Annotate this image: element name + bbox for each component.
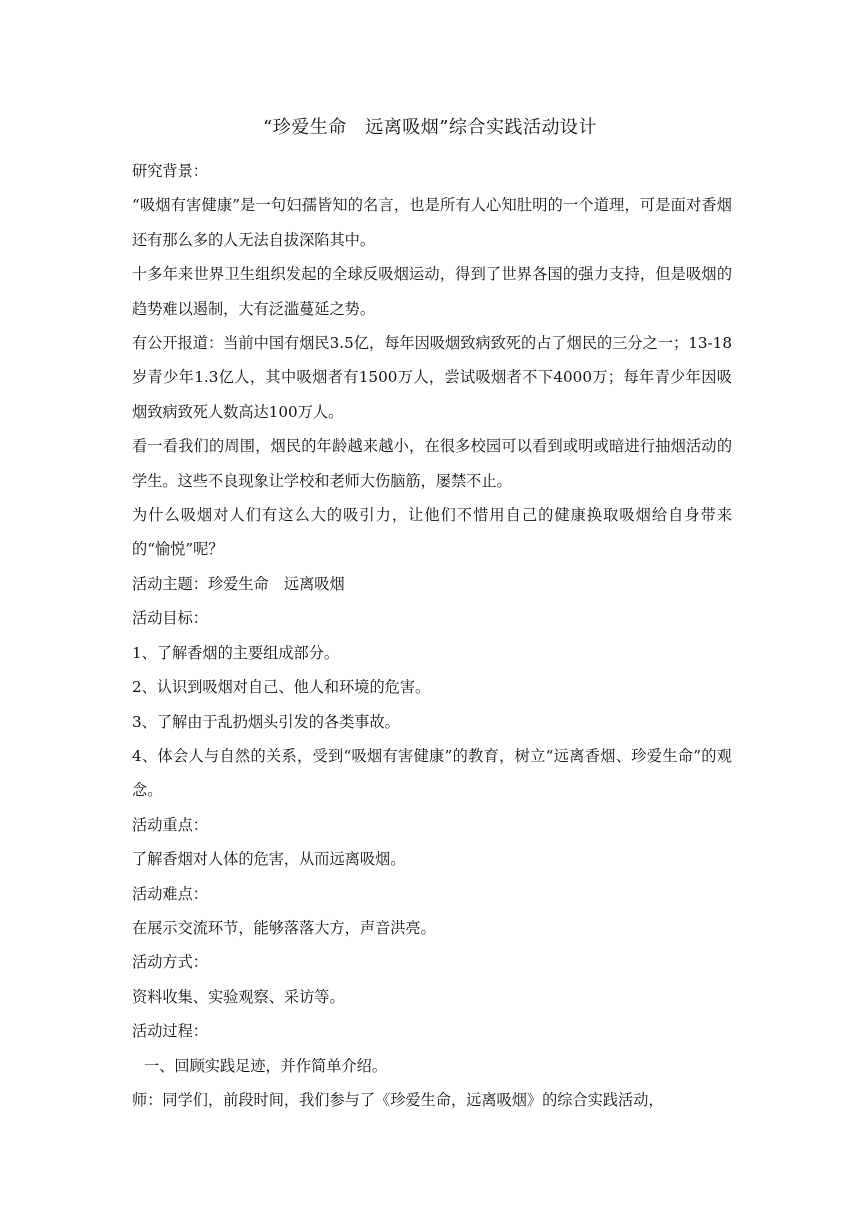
paragraph-activity-goals-heading: 活动目标： — [132, 609, 208, 628]
paragraph-difficulty-heading: 活动难点： — [132, 884, 208, 903]
paragraph-focus-heading: 活动重点： — [132, 815, 208, 834]
paragraph-process-heading: 活动过程： — [132, 1022, 208, 1041]
paragraph-background-3: 有公开报道：当前中国有烟民3.5亿，每年因吸烟致病致死的占了烟民的三分之一；13-18岁青少年1.3亿人，其中吸烟者有1500万人，尝试吸烟者不下4000万；每年青少年因吸烟致病致死人数高达100万人。 — [132, 334, 732, 421]
paragraph-focus: 了解香烟对人体的危害，从而远离吸烟。 — [132, 850, 406, 869]
paragraph-method-heading: 活动方式： — [132, 953, 208, 972]
paragraph-goal-3: 3、了解由于乱扔烟头引发的各类事故。 — [132, 712, 400, 731]
paragraph-background-1: “吸烟有害健康”是一句妇孺皆知的名言，也是所有人心知肚明的一个道理，可是面对香烟还有那么多的人无法自拔深陷其中。 — [132, 196, 732, 249]
paragraph-background-2: 十多年来世界卫生组织发起的全球反吸烟运动，得到了世界各国的强力支持，但是吸烟的趋势难以遏制，大有泛滥蔓延之势。 — [132, 265, 732, 318]
document-title: “珍爱生命 远离吸烟”综合实践活动设计 — [263, 117, 597, 138]
paragraph-goal-1: 1、了解香烟的主要组成部分。 — [132, 643, 340, 662]
paragraph-background-5: 为什么吸烟对人们有这么大的吸引力，让他们不惜用自己的健康换取吸烟给自身带来的“愉悦”呢？ — [132, 506, 732, 559]
paragraph-teacher-intro: 师：同学们，前段时间，我们参与了《珍爱生命，远离吸烟》的综合实践活动， — [132, 1090, 664, 1109]
paragraph-method: 资料收集、实验观察、采访等。 — [132, 987, 345, 1006]
paragraph-difficulty: 在展示交流环节，能够落落大方，声音洪亮。 — [132, 918, 436, 937]
paragraph-goal-4: 4、体会人与自然的关系，受到“吸烟有害健康”的教育，树立“远离香烟、珍爱生命”的观念。 — [132, 746, 732, 800]
paragraph-activity-theme: 活动主题：珍爱生命 远离吸烟 — [132, 574, 345, 593]
paragraph-research-background-heading: 研究背景： — [132, 162, 208, 180]
paragraph-background-4: 看一看我们的周围，烟民的年龄越来越小，在很多校园可以看到或明或暗进行抽烟活动的学生。这些不良现象让学校和老师大伤脑筋，屡禁不止。 — [132, 437, 732, 490]
document-body — [132, 154, 732, 1117]
paragraph-goal-2: 2、认识到吸烟对自己、他人和环境的危害。 — [132, 678, 431, 697]
paragraph-process-step-1: 一、回顾实践足迹，并作简单介绍。 — [144, 1056, 387, 1075]
